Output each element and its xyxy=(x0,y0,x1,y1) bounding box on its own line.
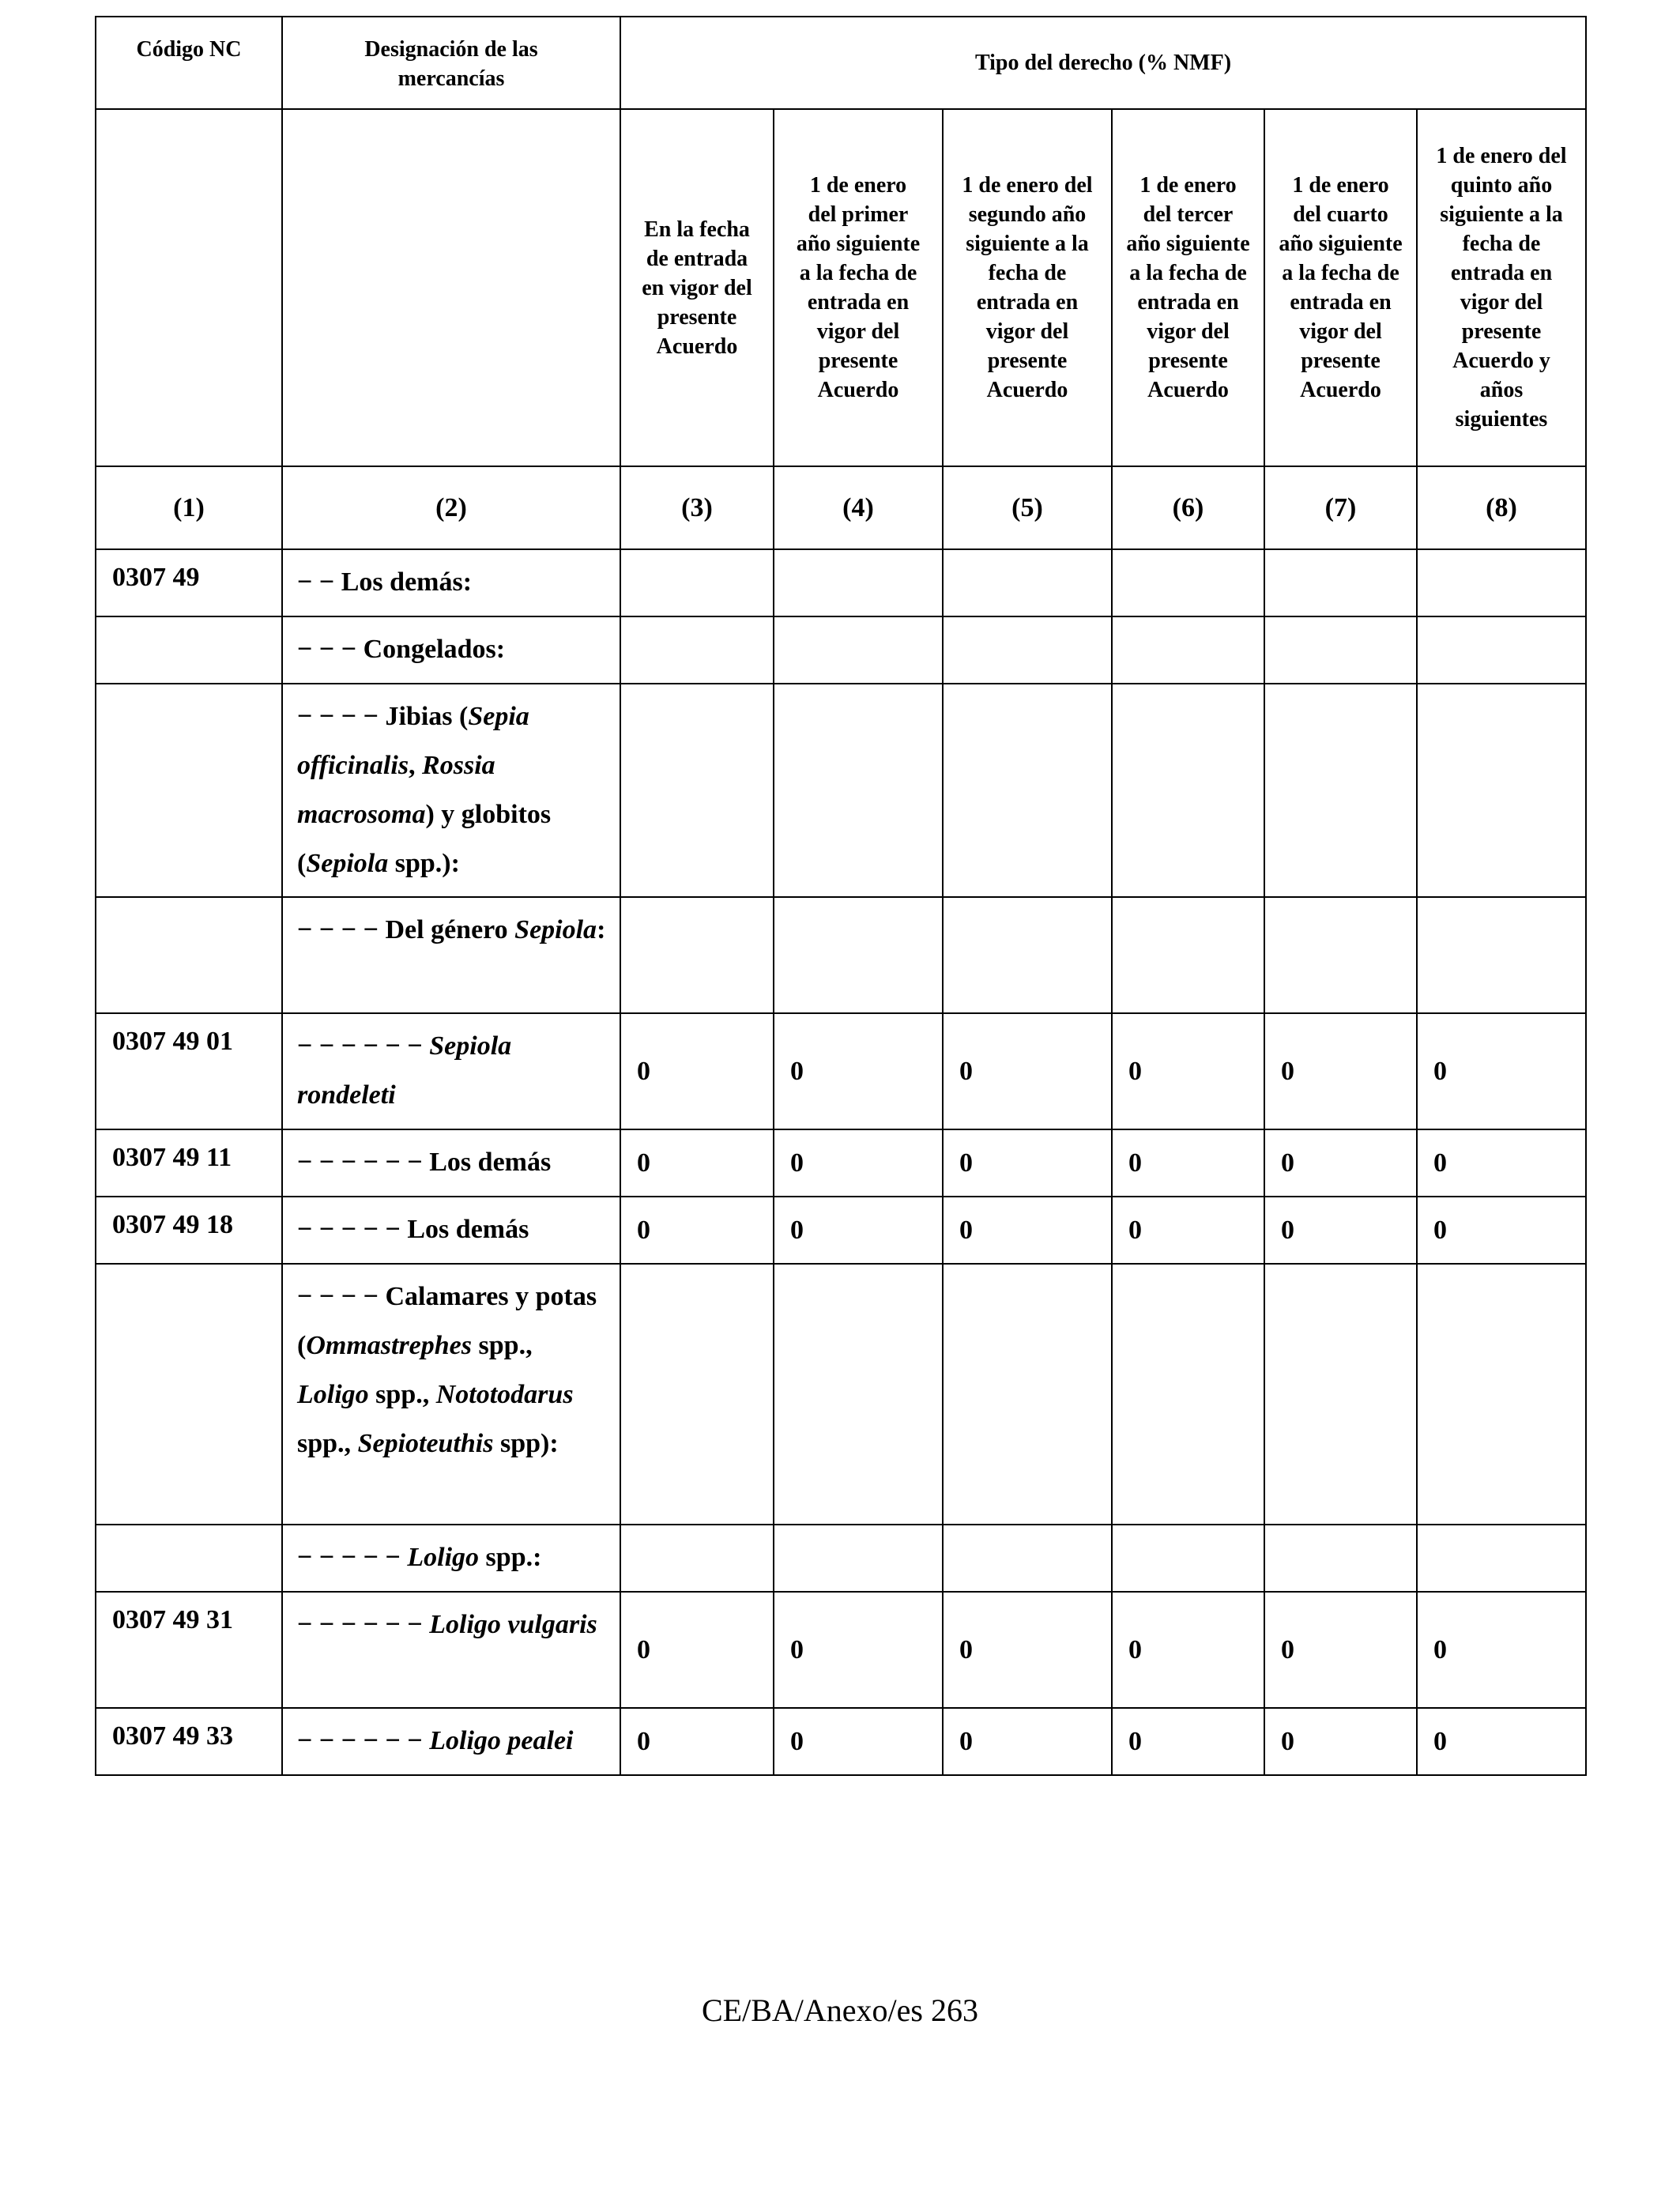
duty-rate-8 xyxy=(1417,1264,1586,1525)
designation-text: spp., xyxy=(472,1331,533,1360)
designation-italic-term: Sepiola xyxy=(514,915,597,944)
stage-header-6-text: 1 de enero del tercer año siguiente a la fecha de entrada en vigor del presente Acuerdo xyxy=(1126,173,1250,402)
designation xyxy=(282,1197,620,1264)
stage-header-empty-1 xyxy=(96,109,282,466)
duty-rate-6: 0 xyxy=(1112,1129,1264,1197)
table-row xyxy=(96,1129,1586,1197)
stage-header-5-text: 1 de enero del segundo año siguiente a la fecha de entrada en vigor del presente Acuerdo xyxy=(962,173,1093,402)
duty-rate-5: 0 xyxy=(943,1592,1112,1708)
designation xyxy=(282,1592,620,1708)
duty-rate-6 xyxy=(1112,684,1264,897)
duty-rate-6: 0 xyxy=(1112,1013,1264,1129)
header-row-top xyxy=(96,17,1586,109)
duty-rate-7: 0 xyxy=(1264,1708,1417,1775)
stage-header-5 xyxy=(943,109,1112,466)
table-row xyxy=(96,1592,1586,1708)
stage-header-4 xyxy=(774,109,943,466)
designation xyxy=(282,616,620,684)
table-row xyxy=(96,1525,1586,1592)
designation-italic-term: Ommastrephes xyxy=(306,1331,473,1360)
code-header: Código NC xyxy=(96,17,282,109)
cn-code: 0307 49 11 xyxy=(96,1129,282,1197)
duty-rate-5: 0 xyxy=(943,1197,1112,1264)
designation-italic-term: Loligo vulgaris xyxy=(429,1610,597,1639)
column-number: (3) xyxy=(620,466,774,549)
designation xyxy=(282,1129,620,1197)
cn-code xyxy=(96,1525,282,1592)
duty-rate-7 xyxy=(1264,616,1417,684)
duty-rate-4 xyxy=(774,549,943,616)
designation-italic-term: Loligo xyxy=(407,1543,480,1572)
designation-text: : xyxy=(597,915,606,944)
duty-rate-6 xyxy=(1112,616,1264,684)
duty-rate-7 xyxy=(1264,684,1417,897)
duty-rate-5 xyxy=(943,897,1112,1013)
column-number: (4) xyxy=(774,466,943,549)
duty-rate-5: 0 xyxy=(943,1129,1112,1197)
duty-rate-3: 0 xyxy=(620,1708,774,1775)
duty-rate-3 xyxy=(620,616,774,684)
duty-rate-6: 0 xyxy=(1112,1708,1264,1775)
designation-italic-term: Nototodarus xyxy=(435,1380,574,1409)
duty-rate-5 xyxy=(943,549,1112,616)
duty-rate-8 xyxy=(1417,897,1586,1013)
duty-rate-7 xyxy=(1264,897,1417,1013)
page-footer: CE/BA/Anexo/es 263 xyxy=(702,1992,978,2028)
designation-italic-term: Sepia officinalis xyxy=(297,702,529,780)
column-number: (7) xyxy=(1264,466,1417,549)
duty-rate-6: 0 xyxy=(1112,1197,1264,1264)
cn-code xyxy=(96,1264,282,1525)
table-row xyxy=(96,684,1586,897)
stage-header-3 xyxy=(620,109,774,466)
designation-italic-term: Sepioteuthis xyxy=(357,1429,494,1458)
duty-rate-6: 0 xyxy=(1112,1592,1264,1708)
duty-rate-4: 0 xyxy=(774,1013,943,1129)
designation-text: spp., xyxy=(297,1429,358,1458)
stage-header-row xyxy=(96,109,1586,466)
duty-rate-3: 0 xyxy=(620,1129,774,1197)
designation xyxy=(282,897,620,1013)
designation xyxy=(282,684,620,897)
column-number: (8) xyxy=(1417,466,1586,549)
duty-rate-4 xyxy=(774,897,943,1013)
duty-rate-4: 0 xyxy=(774,1197,943,1264)
duty-rate-3: 0 xyxy=(620,1013,774,1129)
cn-code xyxy=(96,684,282,897)
designation xyxy=(282,1264,620,1525)
designation-italic-term: Rossia macrosoma xyxy=(297,751,495,829)
designation-text: − − − − − − xyxy=(297,1610,430,1639)
table-row xyxy=(96,1197,1586,1264)
duty-rate-8: 0 xyxy=(1417,1197,1586,1264)
designation xyxy=(282,1013,620,1129)
designation-italic-term: Loligo pealei xyxy=(429,1726,574,1755)
designation-text: − − − − Jibias ( xyxy=(297,702,469,731)
designation-text: spp.): xyxy=(388,849,460,878)
table-row xyxy=(96,616,1586,684)
duty-rate-3 xyxy=(620,1525,774,1592)
duty-rate-8 xyxy=(1417,1525,1586,1592)
duty-rate-8: 0 xyxy=(1417,1129,1586,1197)
duty-rate-8 xyxy=(1417,616,1586,684)
table-row xyxy=(96,549,1586,616)
stage-header-8-text: 1 de enero del quinto año siguiente a la fecha de entrada en vigor del presente Acuerdo y años siguientes xyxy=(1436,144,1567,432)
designation-italic-term: Sepiola rondeleti xyxy=(297,1031,512,1110)
duty-rate-3 xyxy=(620,684,774,897)
designation-text: − − − − Del género xyxy=(297,915,515,944)
cn-code xyxy=(96,616,282,684)
cn-code: 0307 49 33 xyxy=(96,1708,282,1775)
duty-rate-8: 0 xyxy=(1417,1708,1586,1775)
cn-code: 0307 49 18 xyxy=(96,1197,282,1264)
duty-rate-3 xyxy=(620,1264,774,1525)
table-row xyxy=(96,1264,1586,1525)
duty-rate-8: 0 xyxy=(1417,1592,1586,1708)
designation-text: , xyxy=(409,751,423,780)
duty-rate-3: 0 xyxy=(620,1197,774,1264)
duty-rate-4: 0 xyxy=(774,1592,943,1708)
cn-code xyxy=(96,897,282,1013)
table-row xyxy=(96,1708,1586,1775)
designation-text: − − − − − Los demás xyxy=(297,1215,529,1244)
designation-text: ) y globitos ( xyxy=(297,800,552,878)
designation-text: − − − − − xyxy=(297,1543,408,1572)
duty-rate-6 xyxy=(1112,897,1264,1013)
duty-header: Tipo del derecho (% NMF) xyxy=(620,17,1586,109)
duty-rate-7 xyxy=(1264,549,1417,616)
duty-rate-7: 0 xyxy=(1264,1592,1417,1708)
duty-rate-8 xyxy=(1417,684,1586,897)
duty-rate-8: 0 xyxy=(1417,1013,1586,1129)
designation xyxy=(282,1708,620,1775)
duty-rate-4: 0 xyxy=(774,1129,943,1197)
designation-text: spp): xyxy=(493,1429,559,1458)
stage-header-empty-2 xyxy=(282,109,620,466)
stage-header-3-text: En la fecha de entrada en vigor del presente Acuerdo xyxy=(642,217,752,359)
column-number: (6) xyxy=(1112,466,1264,549)
designation-text: − − − − − − xyxy=(297,1031,430,1061)
designation-text: − − − Congelados: xyxy=(297,635,506,664)
duty-rate-5 xyxy=(943,684,1112,897)
column-number: (5) xyxy=(943,466,1112,549)
stage-header-7 xyxy=(1264,109,1417,466)
duty-rate-3: 0 xyxy=(620,1592,774,1708)
duty-rate-7: 0 xyxy=(1264,1197,1417,1264)
cn-code: 0307 49 31 xyxy=(96,1592,282,1708)
duty-rate-4 xyxy=(774,684,943,897)
designation-text: − − Los demás: xyxy=(297,567,473,597)
table-row xyxy=(96,897,1586,1013)
duty-rate-3 xyxy=(620,897,774,1013)
duty-rate-6 xyxy=(1112,1264,1264,1525)
duty-rate-3 xyxy=(620,549,774,616)
duty-rate-7 xyxy=(1264,1264,1417,1525)
duty-rate-8 xyxy=(1417,549,1586,616)
duty-rate-4 xyxy=(774,1264,943,1525)
stage-header-4-text: 1 de enero del primer año siguiente a la fecha de entrada en vigor del presente Acuerdo xyxy=(796,173,921,402)
duty-rate-5: 0 xyxy=(943,1708,1112,1775)
cn-code: 0307 49 xyxy=(96,549,282,616)
stage-header-8 xyxy=(1417,109,1586,466)
designation-italic-term: Sepiola xyxy=(306,849,389,878)
stage-header-6 xyxy=(1112,109,1264,466)
designation-text: spp.: xyxy=(479,1543,542,1572)
designation-text: − − − − − − Los demás xyxy=(297,1148,552,1177)
cn-code: 0307 49 01 xyxy=(96,1013,282,1129)
designation-italic-term: Loligo xyxy=(297,1380,369,1409)
stage-header-7-text: 1 de enero del cuarto año siguiente a la fecha de entrada en vigor del presente Acuerdo xyxy=(1279,173,1403,402)
duty-rate-7: 0 xyxy=(1264,1129,1417,1197)
duty-rate-7 xyxy=(1264,1525,1417,1592)
designation-header-text: Designación de las mercancías xyxy=(364,37,538,91)
column-number-row xyxy=(96,466,1586,549)
duty-rate-4 xyxy=(774,616,943,684)
tariff-table xyxy=(95,16,1587,1776)
duty-rate-5 xyxy=(943,1525,1112,1592)
designation-text: spp., xyxy=(368,1380,436,1409)
table-row xyxy=(96,1013,1586,1129)
duty-rate-6 xyxy=(1112,1525,1264,1592)
duty-rate-4: 0 xyxy=(774,1708,943,1775)
duty-rate-7: 0 xyxy=(1264,1013,1417,1129)
duty-rate-5 xyxy=(943,1264,1112,1525)
duty-rate-5 xyxy=(943,616,1112,684)
column-number: (1) xyxy=(96,466,282,549)
designation xyxy=(282,549,620,616)
designation-text: − − − − − − xyxy=(297,1726,430,1755)
duty-rate-5: 0 xyxy=(943,1013,1112,1129)
duty-rate-6 xyxy=(1112,549,1264,616)
designation xyxy=(282,1525,620,1592)
column-number: (2) xyxy=(282,466,620,549)
duty-rate-4 xyxy=(774,1525,943,1592)
designation-header xyxy=(282,17,620,109)
designation-text: − − − − Calamares y potas ( xyxy=(297,1282,597,1360)
